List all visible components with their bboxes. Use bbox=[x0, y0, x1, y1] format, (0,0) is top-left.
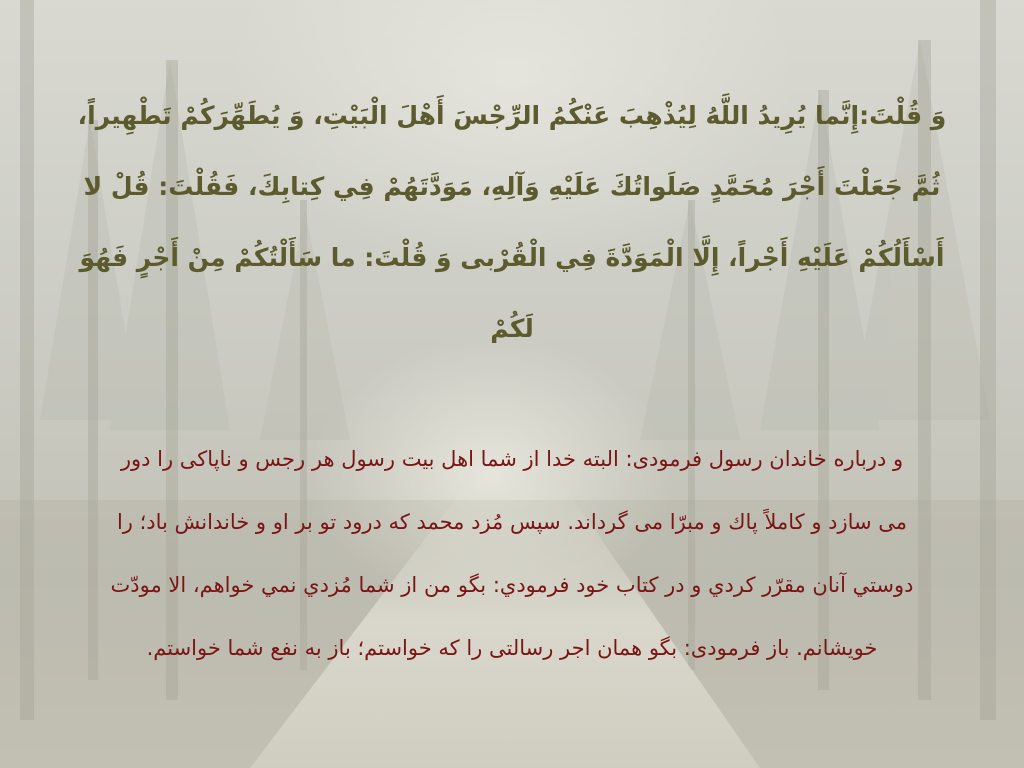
persian-translation-text: و درباره خاندان رسول فرمودى: البته خدا از شما اهل بيت رسول هر رجس و ناپاكى را دور مى سازد و كاملاً پاك و مبرّا مى گرداند. سپس مُزد محمد كه درود تو بر او و خاندانش باد؛ را دوستي آنان مقرّر كردي و در كتاب خود فرمودي: بگو من از شما مُزدي نمي خواهم، الا مودّت خويشانم. باز فرمودى: بگو همان اجر رسالتى را كه خواستم؛ باز به نفع شما خواستم. bbox=[110, 447, 914, 660]
arabic-verse-text: وَ قُلْتَ:إِنَّما يُرِيدُ اللَّهُ لِيُذْهِبَ عَنْكُمُ الرِّجْسَ أَهْلَ الْبَيْتِ، وَ يُطَهِّرَكُمْ تَطْهِيراً، ثُمَّ جَعَلْتَ أَجْرَ مُحَمَّدٍ صَلَواتُكَ عَلَيْهِ وَآلِهِ، مَوَدَّتَهُمْ فِي كِتابِكَ، فَقُلْتَ: قُلْ لا أَسْأَلُكُمْ عَلَيْهِ أَجْراً، إِلَّا الْمَوَدَّةَ فِي الْقُرْبى وَ قُلْتَ: ما سَأَلْتُكُمْ مِنْ أَجْرٍ فَهُوَ لَكُمْ bbox=[77, 101, 947, 343]
